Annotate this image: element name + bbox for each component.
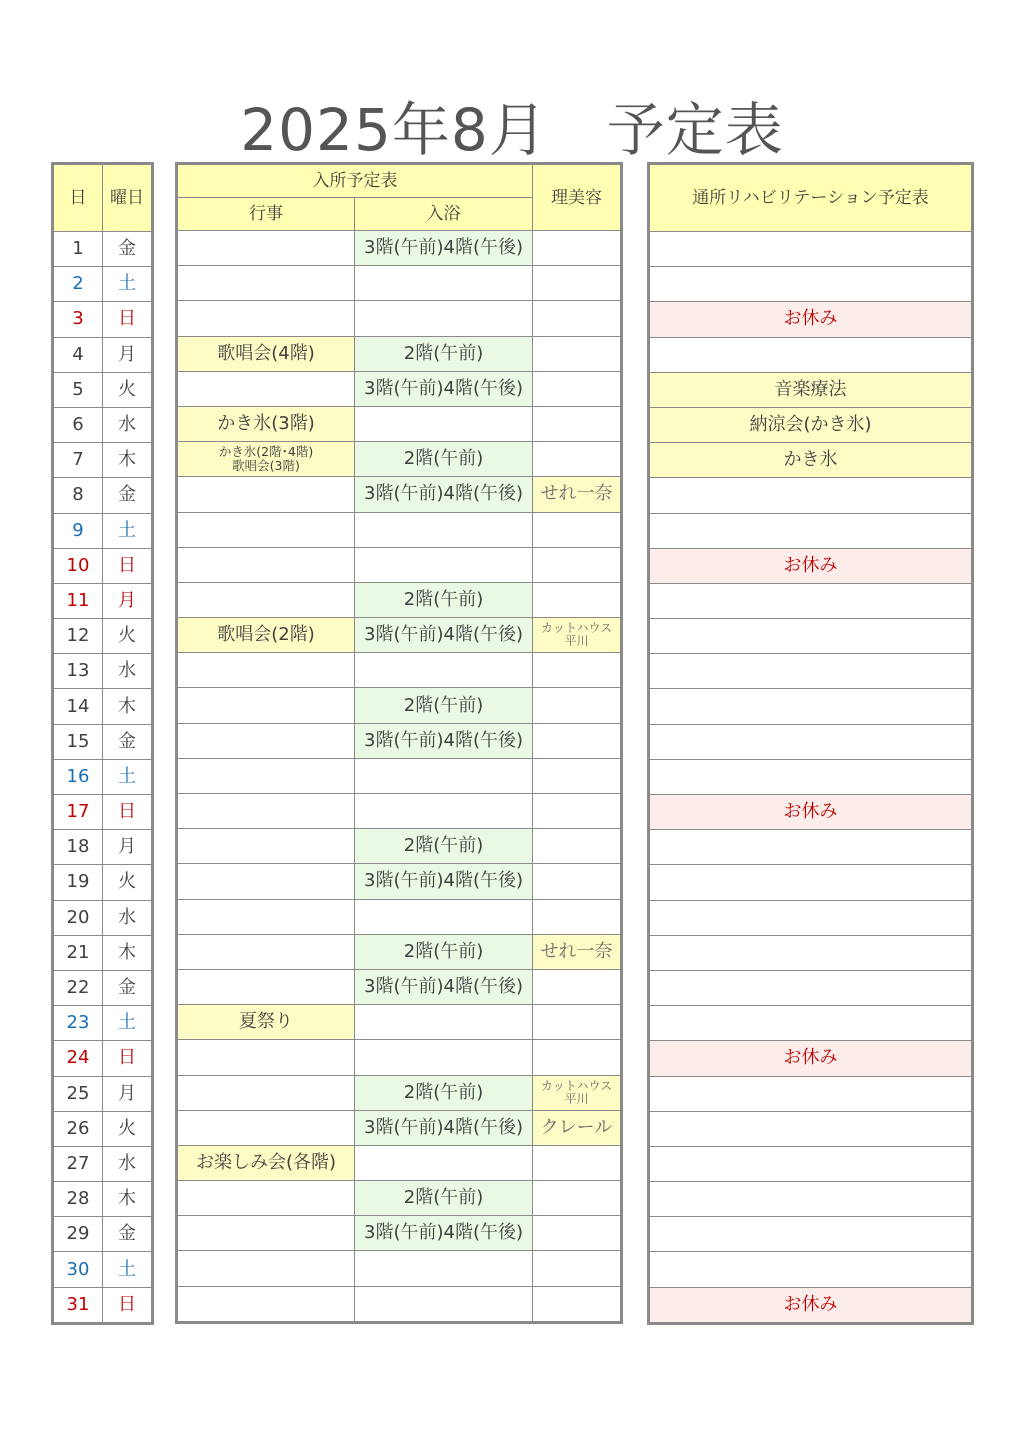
bath-cell: 3階(午前)4階(午後) [355,231,533,266]
rehab-cell [649,1111,973,1146]
rehab-cell [649,970,973,1005]
table-row [53,478,153,513]
table-row [649,900,973,935]
weekday: 火 [103,1111,153,1146]
event-cell: 歌唱会(2階) [177,618,355,653]
table-row [649,407,973,442]
day-number: 4 [53,337,103,372]
bath-cell [355,653,533,688]
day-number: 14 [53,689,103,724]
salon-cell [533,512,622,547]
event-cell [177,653,355,688]
rehab-cell [649,689,973,724]
table-row [649,1182,973,1217]
table-row [649,935,973,970]
table-row [53,1041,153,1076]
table-row [177,969,622,1004]
weekday: 水 [103,900,153,935]
bath-cell: 2階(午前) [355,582,533,617]
table-row [53,654,153,689]
table-row [649,1006,973,1041]
table-row [649,478,973,513]
table-row [177,618,622,653]
table-row [53,970,153,1005]
bath-cell: 3階(午前)4階(午後) [355,1216,533,1251]
event-cell [177,934,355,969]
weekday: 金 [103,478,153,513]
tsusho-table [647,162,974,1325]
table-row [53,232,153,267]
table-row [53,1252,153,1287]
nyusho-table [175,162,623,1324]
bath-cell: 2階(午前) [355,829,533,864]
event-cell [177,723,355,758]
event-cell: 夏祭り [177,1005,355,1040]
salon-cell [533,336,622,371]
weekday: 日 [103,1287,153,1323]
salon-cell: せれ一奈 [533,477,622,512]
rehab-cell [649,267,973,302]
day-number: 5 [53,372,103,407]
event-cell: お楽しみ会(各階) [177,1145,355,1180]
event-cell [177,688,355,723]
weekday: 日 [103,302,153,337]
day-number: 28 [53,1182,103,1217]
bath-cell [355,512,533,547]
weekday: 日 [103,1041,153,1076]
table-row [53,548,153,583]
weekday: 月 [103,337,153,372]
table-row [177,1181,622,1216]
table-row [53,583,153,618]
weekday: 日 [103,795,153,830]
bath-cell: 3階(午前)4階(午後) [355,864,533,899]
rehab-cell [649,619,973,654]
bath-cell [355,1145,533,1180]
event-cell [177,969,355,1004]
salon-cell [533,301,622,336]
table-row [53,372,153,407]
bath-cell [355,266,533,301]
table-row [53,302,153,337]
header-weekday: 曜日 [103,164,153,232]
bath-cell: 3階(午前)4階(午後) [355,969,533,1004]
table-row [649,970,973,1005]
rehab-cell: 音楽療法 [649,372,973,407]
salon-cell [533,1181,622,1216]
bath-cell: 3階(午前)4階(午後) [355,477,533,512]
event-cell [177,1040,355,1075]
day-number: 8 [53,478,103,513]
weekday: 土 [103,267,153,302]
rehab-cell [649,1252,973,1287]
event-cell [177,1181,355,1216]
bath-cell [355,758,533,793]
table-row [177,512,622,547]
table-row [177,653,622,688]
salon-cell [533,1286,622,1322]
table-row [53,1006,153,1041]
header-nyuyoku: 入浴 [355,198,533,231]
salon-cell [533,723,622,758]
day-number: 7 [53,443,103,478]
event-cell [177,371,355,406]
rehab-cell [649,935,973,970]
bath-cell: 2階(午前) [355,934,533,969]
bath-cell: 2階(午前) [355,442,533,477]
bath-cell [355,1251,533,1286]
table-row [177,266,622,301]
salon-cell [533,969,622,1004]
event-cell [177,864,355,899]
table-row [177,406,622,441]
weekday: 木 [103,1182,153,1217]
day-number: 2 [53,267,103,302]
rehab-cell: お休み [649,795,973,830]
weekday: 月 [103,1076,153,1111]
day-number: 30 [53,1252,103,1287]
table-row [53,900,153,935]
salon-cell [533,653,622,688]
event-cell [177,477,355,512]
rehab-cell: お休み [649,1287,973,1323]
event-cell [177,899,355,934]
table-row [53,935,153,970]
table-row [53,513,153,548]
day-table [51,162,154,1325]
salon-cell [533,864,622,899]
bath-cell [355,1005,533,1040]
table-row [649,759,973,794]
header-tsusho: 通所リハビリテーション予定表 [649,164,973,232]
weekday: 金 [103,1217,153,1252]
bath-cell [355,301,533,336]
weekday: 金 [103,232,153,267]
rehab-cell: お休み [649,548,973,583]
event-cell [177,1216,355,1251]
event-cell [177,266,355,301]
table-row [649,689,973,724]
table-row [177,934,622,969]
bath-cell: 2階(午前) [355,1181,533,1216]
table-row [177,547,622,582]
event-cell: かき氷(2階･4階) 歌唱会(3階) [177,442,355,477]
salon-cell [533,1040,622,1075]
header-gyoji: 行事 [177,198,355,231]
table-row [53,830,153,865]
weekday: 月 [103,583,153,618]
weekday: 日 [103,548,153,583]
salon-cell [533,1005,622,1040]
salon-cell [533,442,622,477]
salon-cell [533,1145,622,1180]
table-row [53,1076,153,1111]
day-number: 24 [53,1041,103,1076]
day-number: 3 [53,302,103,337]
rehab-cell [649,900,973,935]
weekday: 月 [103,830,153,865]
rehab-cell [649,337,973,372]
event-cell [177,301,355,336]
salon-cell [533,794,622,829]
event-cell [177,758,355,793]
salon-cell [533,547,622,582]
table-row [649,619,973,654]
bath-cell: 3階(午前)4階(午後) [355,371,533,406]
rehab-cell: かき氷 [649,443,973,478]
salon-cell [533,758,622,793]
rehab-cell: お休み [649,302,973,337]
table-row [177,442,622,477]
table-row [649,795,973,830]
rehab-cell [649,1217,973,1252]
day-number: 6 [53,407,103,442]
event-cell [177,1251,355,1286]
day-number: 11 [53,583,103,618]
bath-cell: 3階(午前)4階(午後) [355,618,533,653]
table-row [177,1040,622,1075]
table-row [53,1182,153,1217]
bath-cell [355,547,533,582]
rehab-cell [649,1146,973,1181]
salon-cell [533,371,622,406]
table-row [53,267,153,302]
rehab-cell: 納涼会(かき氷) [649,407,973,442]
table-row [649,583,973,618]
bath-cell [355,1040,533,1075]
table-row [53,443,153,478]
weekday: 火 [103,619,153,654]
bath-cell [355,1286,533,1322]
bath-cell [355,406,533,441]
day-number: 29 [53,1217,103,1252]
weekday: 木 [103,443,153,478]
day-number: 10 [53,548,103,583]
header-nyusho: 入所予定表 [177,164,533,198]
table-row [177,829,622,864]
table-row [53,1287,153,1323]
table-row [53,865,153,900]
table-row [177,723,622,758]
table-row [649,1146,973,1181]
weekday: 火 [103,865,153,900]
salon-cell [533,406,622,441]
day-number: 31 [53,1287,103,1323]
table-row [649,372,973,407]
salon-cell: カットハウス 平川 [533,618,622,653]
salon-cell [533,1216,622,1251]
bath-cell: 3階(午前)4階(午後) [355,723,533,758]
event-cell [177,1075,355,1110]
event-cell [177,547,355,582]
rehab-cell [649,1076,973,1111]
rehab-cell [649,654,973,689]
weekday: 火 [103,372,153,407]
table-row [649,1111,973,1146]
rehab-cell [649,1006,973,1041]
weekday: 木 [103,689,153,724]
table-row [177,231,622,266]
table-row [177,582,622,617]
day-number: 1 [53,232,103,267]
salon-cell [533,1251,622,1286]
table-row [649,443,973,478]
day-number: 15 [53,724,103,759]
table-row [649,337,973,372]
table-row [177,758,622,793]
table-row [177,1251,622,1286]
table-row [177,336,622,371]
rehab-cell [649,865,973,900]
table-row [177,371,622,406]
day-number: 18 [53,830,103,865]
table-row [53,337,153,372]
day-number: 20 [53,900,103,935]
day-number: 19 [53,865,103,900]
day-number: 9 [53,513,103,548]
rehab-cell: お休み [649,1041,973,1076]
table-row [177,1075,622,1110]
bath-cell: 2階(午前) [355,336,533,371]
weekday: 水 [103,654,153,689]
day-number: 21 [53,935,103,970]
table-row [649,1252,973,1287]
table-row [177,1005,622,1040]
table-row [649,232,973,267]
salon-cell [533,829,622,864]
bath-cell: 2階(午前) [355,688,533,723]
salon-cell [533,899,622,934]
day-number: 13 [53,654,103,689]
table-row [649,267,973,302]
table-row [649,1076,973,1111]
table-row [177,794,622,829]
event-cell [177,794,355,829]
day-number: 22 [53,970,103,1005]
weekday: 水 [103,407,153,442]
day-number: 12 [53,619,103,654]
event-cell [177,1286,355,1322]
table-row [649,302,973,337]
table-row [177,1286,622,1322]
event-cell [177,1110,355,1145]
header-ribiyou: 理美容 [533,164,622,231]
salon-cell [533,582,622,617]
salon-cell [533,231,622,266]
page-title: 2025年8月 予定表 [240,96,784,164]
weekday: 土 [103,759,153,794]
table-row [177,477,622,512]
table-row [649,548,973,583]
bath-cell [355,794,533,829]
table-row [53,619,153,654]
bath-cell: 2階(午前) [355,1075,533,1110]
rehab-cell [649,724,973,759]
day-number: 25 [53,1076,103,1111]
salon-cell: カットハウス 平川 [533,1075,622,1110]
day-number: 17 [53,795,103,830]
rehab-cell [649,1182,973,1217]
table-row [177,864,622,899]
event-cell: かき氷(3階) [177,406,355,441]
salon-cell: クレール [533,1110,622,1145]
weekday: 水 [103,1146,153,1181]
table-row [649,830,973,865]
table-row [649,724,973,759]
rehab-cell [649,478,973,513]
table-row [53,795,153,830]
weekday: 土 [103,1006,153,1041]
table-row [649,1217,973,1252]
day-number: 27 [53,1146,103,1181]
table-row [177,301,622,336]
rehab-cell [649,830,973,865]
weekday: 土 [103,513,153,548]
day-number: 16 [53,759,103,794]
event-cell: 歌唱会(4階) [177,336,355,371]
table-row [53,1146,153,1181]
event-cell [177,231,355,266]
table-row [53,759,153,794]
table-row [649,654,973,689]
weekday: 金 [103,724,153,759]
event-cell [177,829,355,864]
table-row [177,688,622,723]
event-cell [177,582,355,617]
table-row [649,513,973,548]
rehab-cell [649,232,973,267]
bath-cell [355,899,533,934]
table-row [177,1145,622,1180]
day-number: 26 [53,1111,103,1146]
table-row [53,689,153,724]
rehab-cell [649,513,973,548]
table-row [649,1287,973,1323]
header-day: 日 [53,164,103,232]
salon-cell: せれ一奈 [533,934,622,969]
table-row [177,1216,622,1251]
weekday: 土 [103,1252,153,1287]
bath-cell: 3階(午前)4階(午後) [355,1110,533,1145]
event-cell [177,512,355,547]
table-row [177,899,622,934]
weekday: 金 [103,970,153,1005]
table-row [649,865,973,900]
table-row [177,1110,622,1145]
weekday: 木 [103,935,153,970]
rehab-cell [649,583,973,618]
day-number: 23 [53,1006,103,1041]
table-row [53,1111,153,1146]
table-row [53,1217,153,1252]
table-row [649,1041,973,1076]
salon-cell [533,266,622,301]
table-row [53,407,153,442]
rehab-cell [649,759,973,794]
table-row [53,724,153,759]
salon-cell [533,688,622,723]
